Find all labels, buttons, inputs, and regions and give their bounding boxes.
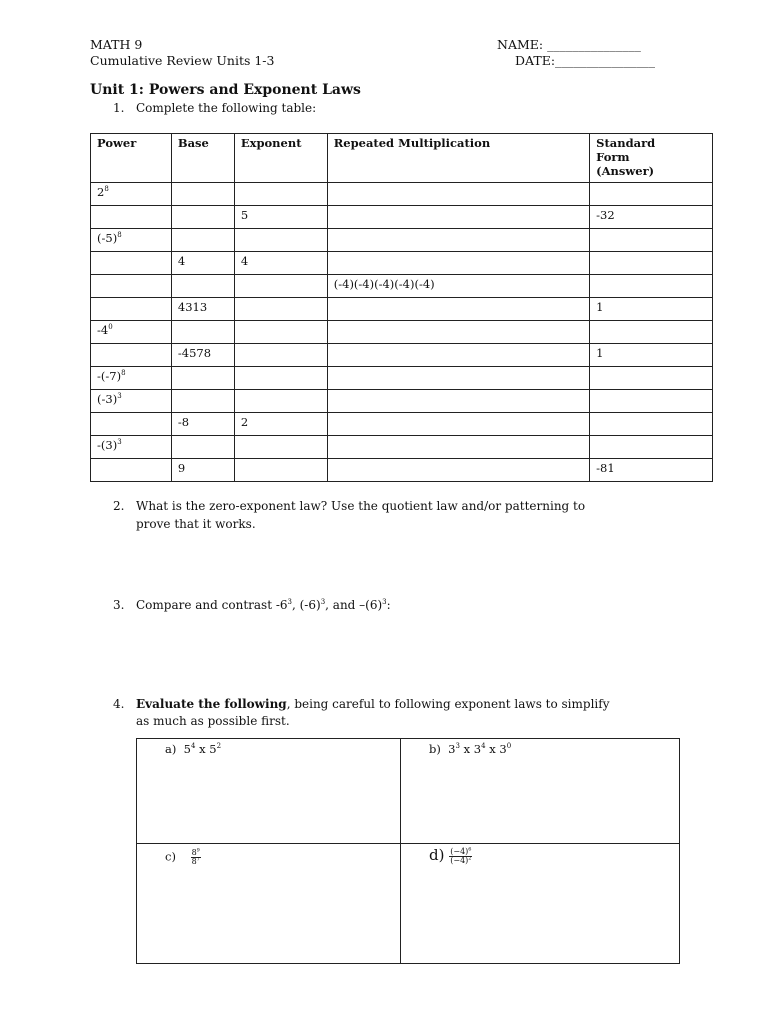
problem-b-label: b) [429,742,441,756]
cell-standard[interactable] [590,321,713,344]
cell-exponent[interactable] [234,206,327,229]
power-base: -(-7) [97,369,122,383]
cell-base-value: -4578 [177,346,212,360]
cell-base[interactable] [171,206,234,229]
cell-exponent[interactable] [234,183,327,206]
cell-power[interactable] [91,275,172,298]
cell-repeated[interactable] [327,298,589,321]
cell-standard[interactable] [590,183,713,206]
cell-standard[interactable] [590,390,713,413]
cell-standard[interactable] [590,367,713,390]
evaluation-grid [136,738,680,964]
base: (−4) [450,846,469,856]
cell-repeated[interactable] [327,436,589,459]
cell-exponent[interactable] [234,321,327,344]
q4-line2: as much as possible first. [136,714,290,728]
cell-standard[interactable] [590,275,713,298]
cell-power[interactable] [91,459,172,482]
cell-standard[interactable] [590,413,713,436]
name-field[interactable]: NAME: _______________ [497,37,641,52]
cell-power[interactable] [91,344,172,367]
cell-standard-value: -81 [596,461,615,475]
cell-standard[interactable] [590,229,713,252]
header-standard-form [590,134,713,183]
cell-exponent[interactable] [234,275,327,298]
cell-base-value: 4 [177,254,186,268]
cell-base[interactable] [171,413,234,436]
cell-standard-value: 1 [596,300,604,314]
cell-repeated[interactable] [327,321,589,344]
cell-base[interactable] [171,344,234,367]
term: 5 [183,742,191,756]
cell-repeated[interactable] [327,183,589,206]
table-row [91,229,713,252]
table-row [91,436,713,459]
cell-exponent[interactable] [234,252,327,275]
q3-number: 3. [113,598,125,612]
cell-repeated[interactable] [327,344,589,367]
q3-part: , (-6) [292,598,321,612]
cell-standard[interactable] [590,436,713,459]
q3-part: : [386,598,391,612]
power-exponent: 0 [108,323,113,332]
problem-c[interactable] [165,849,201,866]
cell-power[interactable] [91,321,172,344]
exp: 4 [481,742,486,751]
term: x 5 [195,742,217,756]
q1-text: Complete the following table: [136,101,317,115]
q1-number: 1. [113,101,125,115]
cell-standard[interactable] [590,459,713,482]
problem-a[interactable] [165,742,221,756]
q3-exp: 3 [287,598,292,606]
cell-exponent[interactable] [234,298,327,321]
cell-standard[interactable] [590,344,713,367]
exp: 0 [506,742,512,751]
table-row [91,459,713,482]
q4-bold: Evaluate the following [136,697,287,711]
problem-c-label: c) [165,849,176,864]
grid-divider-horizontal [137,843,679,844]
cell-exponent-value: 5 [240,208,249,222]
cell-base[interactable] [171,252,234,275]
table-row [91,321,713,344]
header-standard-line: Standard [596,136,656,150]
cell-exponent[interactable] [234,367,327,390]
cell-base-value: -8 [177,415,190,429]
power-base: 2 [97,185,105,199]
table-row [91,413,713,436]
problem-b[interactable] [429,742,511,756]
table-row [91,275,713,298]
term: 3 [448,742,456,756]
problem-d[interactable] [429,846,472,865]
cell-power[interactable] [91,390,172,413]
power-exponent: 8 [104,185,109,194]
cell-repeated[interactable] [327,367,589,390]
problem-a-label: a) [165,742,177,756]
table-row [91,206,713,229]
q3-part: Compare and contrast -6 [136,598,288,612]
q3-part: , and –(6) [325,598,383,612]
cell-base-value: 4313 [177,300,208,314]
power-value [97,369,126,383]
cell-repeated[interactable] [327,390,589,413]
course-subtitle: Cumulative Review Units 1-3 [90,53,275,68]
term: x 3 [485,742,507,756]
exp: 3 [455,742,460,751]
header-power: Power [91,134,172,183]
cell-standard-value: 1 [596,346,604,360]
cell-base[interactable] [171,321,234,344]
exp: 2 [216,742,222,751]
exp: 4 [190,742,196,751]
power-exponent: 3 [117,392,122,401]
cell-base[interactable] [171,436,234,459]
table-row [91,367,713,390]
cell-exponent[interactable] [234,459,327,482]
q2-line1: What is the zero-exponent law? Use the quotient law and/or patterning to [136,499,586,513]
cell-power[interactable] [91,436,172,459]
cell-power[interactable] [91,298,172,321]
q2-line2: prove that it works. [136,517,256,531]
cell-standard-value: -32 [596,208,615,222]
cell-repeated[interactable] [327,275,589,298]
cell-exponent[interactable] [234,344,327,367]
q3-exp: 3 [320,598,326,606]
power-base: (-5) [97,231,118,245]
date-field[interactable]: DATE:________________ [515,53,656,68]
fraction-c [191,849,201,866]
cell-base[interactable] [171,390,234,413]
fraction-d [449,845,472,865]
cell-base[interactable] [171,367,234,390]
header-exponent: Exponent [234,134,327,183]
base: 8 [191,857,197,866]
course-title: MATH 9 [90,37,143,52]
cell-standard[interactable] [590,252,713,275]
table-row [91,298,713,321]
fraction-d-denominator [449,854,472,865]
cell-exponent[interactable] [234,229,327,252]
header-repeated-multiplication: Repeated Multiplication [327,134,589,183]
base: (−4) [450,855,469,865]
exponent-table [90,133,713,482]
power-base: -(3) [97,438,118,452]
exp: 9 [196,847,200,854]
exp: 2 [468,854,472,861]
q3-exp: 3 [382,598,387,606]
problem-d-label: d) [429,846,445,864]
power-value [97,392,122,406]
unit-title: Unit 1: Powers and Exponent Laws [90,82,361,98]
exp: 6 [468,845,472,852]
q4-rest: , being careful to following exponent laws to simplify [286,697,610,711]
cell-base[interactable] [171,229,234,252]
cell-exponent-value: 2 [240,415,249,429]
cell-base[interactable] [171,275,234,298]
cell-power[interactable] [91,206,172,229]
table-row [91,344,713,367]
cell-power[interactable] [91,367,172,390]
cell-base-value: 9 [177,461,186,475]
term: x 3 [459,742,482,756]
fraction-c-denominator [191,858,201,866]
header-base: Base [171,134,234,183]
header-form-line: Form [596,150,630,164]
cell-repeated[interactable] [327,206,589,229]
grid-divider-vertical [400,739,401,963]
cell-base[interactable] [171,459,234,482]
cell-standard[interactable] [590,298,713,321]
power-exponent: 3 [117,438,122,447]
header-answer-line: (Answer) [596,164,655,178]
table-row [91,390,713,413]
q3-text [136,598,391,612]
cell-exponent[interactable] [234,436,327,459]
power-value [97,438,122,452]
power-exponent: 8 [117,231,122,240]
cell-base[interactable] [171,298,234,321]
power-value [97,323,113,337]
table-header-row [91,134,713,183]
cell-repeated[interactable] [327,229,589,252]
cell-repeated-value: (-4)(-4)(-4)(-4)(-4) [333,277,435,291]
cell-repeated[interactable] [327,459,589,482]
q2-number: 2. [113,499,125,513]
cell-base[interactable] [171,183,234,206]
power-exponent: 8 [121,369,126,378]
cell-power[interactable] [91,183,172,206]
cell-standard[interactable] [590,206,713,229]
cell-exponent[interactable] [234,390,327,413]
exp: 7 [196,856,200,863]
table-row [91,183,713,206]
cell-power[interactable] [91,252,172,275]
power-base: -4 [97,323,109,337]
table-body [91,183,713,482]
table-row [91,252,713,275]
power-base: (-3) [97,392,118,406]
cell-exponent[interactable] [234,413,327,436]
power-value [97,185,109,199]
cell-power[interactable] [91,413,172,436]
cell-repeated[interactable] [327,413,589,436]
cell-repeated[interactable] [327,252,589,275]
q4-line1 [136,697,609,711]
base: 8 [191,848,197,857]
cell-exponent-value: 4 [240,254,249,268]
power-value [97,231,122,245]
cell-power[interactable] [91,229,172,252]
q4-number: 4. [113,697,125,711]
